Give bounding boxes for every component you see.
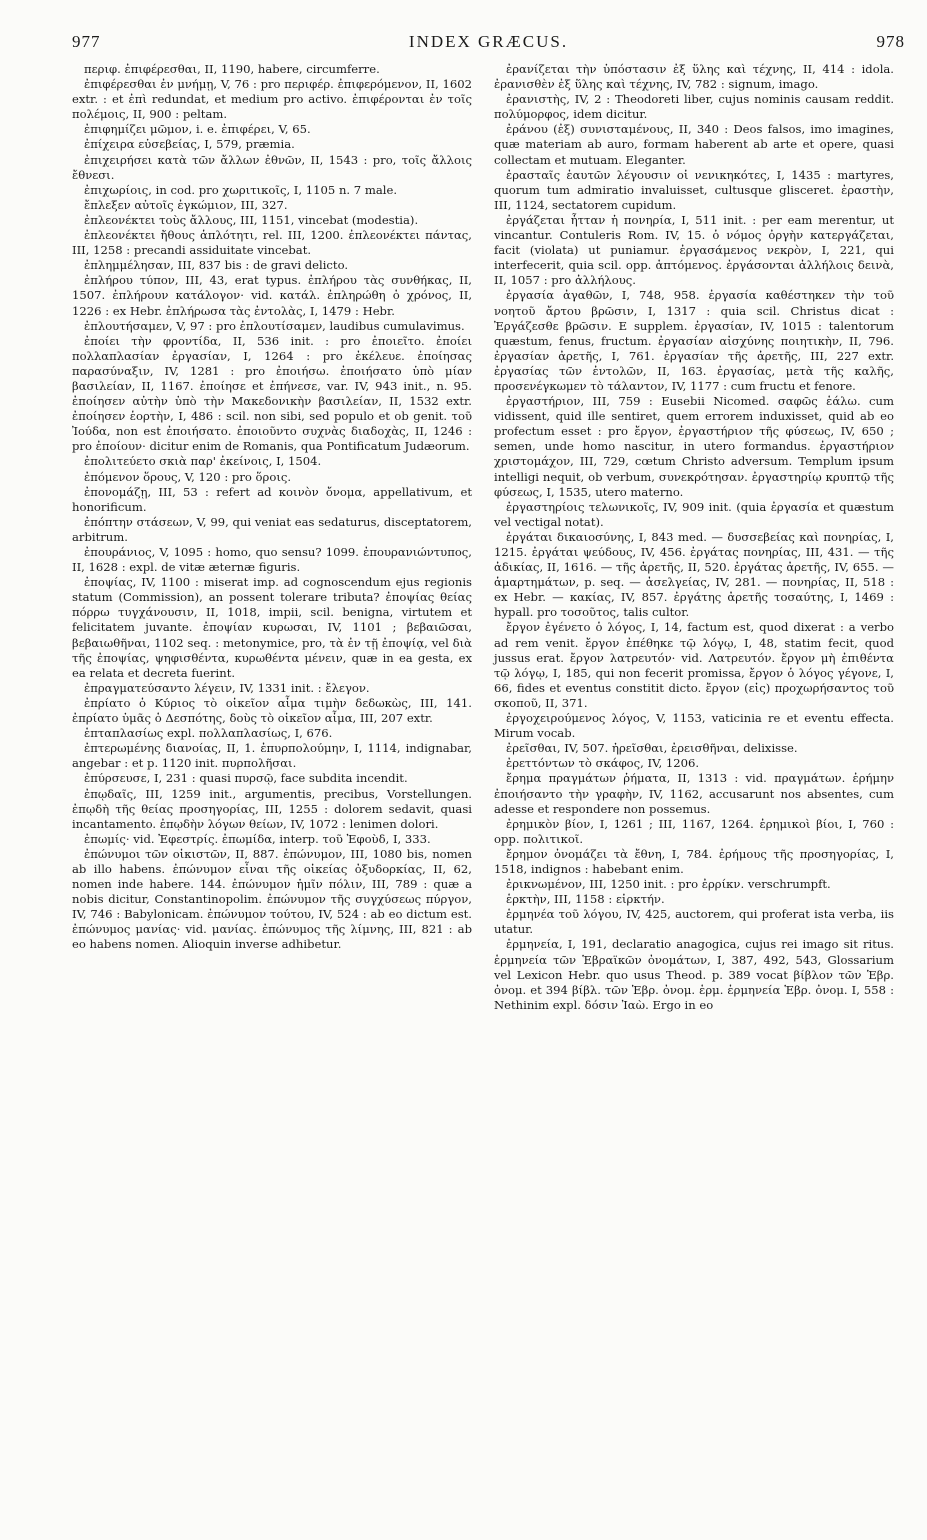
index-entry: ἐποίει τὴν φροντίδα, II, 536 init. : pro ἐποιεῖτο. ἐποίει πολλαπλασίαν ἐργασίαν, I, 1264 : pro ἐκέλευε. ἐποίησας παρασύναξιν, IV, 1281 : pro ἐποιήσω. ἐποιήσατο ὑπὸ μίαν βασιλείαν, II, 1167. ἐποίησε et ἐπήνεσε, var. IV, 943 init., n. 95. ἐποίησεν αὐτὴν ὑπὸ τὴν Μακεδονικὴν βασιλείαν, II, 1532 extr. ἐποίησεν ἑορτὴν, I, 486 : scil. non sibi, sed populo et ob genit. τοῦ Ἰούδα, non est ἐποιήσατο. ἐποιοῦντο συχνὰς διαδοχὰς, II, 1246 : pro ἐποίουν· dicitur enim de Romanis, qua Pontificatum Judæorum. xyxy=(72,333,472,454)
left-page-number: 977 xyxy=(72,32,101,51)
text-columns xyxy=(72,62,905,1013)
index-entry: ἐργαστήριον, III, 759 : Eusebii Nicomed. σαφῶς ἑάλω. cum vidissent, quid ille sentiret, quem errorem induxisset, quid ab eo profectum esset : pro ἔργον, ἐργαστήριον τῆς φύσεως, IV, 650 ; semen, unde homo nascitur, in utero formandus. ἐργαστήριον χριστομάχον, III, 729, cœtum Christo adversum. Templum ipsum intelligi nequit, ob verbum, συνεκρότησαν. ἐργαστηρίῳ κρυπτῷ τῆς φύσεως, I, 1535, utero materno. xyxy=(494,394,894,499)
index-entry: ἐπλημμέλησαν, III, 837 bis : de gravi delicto. xyxy=(84,258,349,273)
right-page-number: 978 xyxy=(876,32,905,51)
index-entry: ἔπλεξεν αὐτοῖς ἐγκώμιον, III, 327. xyxy=(84,197,288,212)
left-column xyxy=(72,62,472,1013)
index-entry: ἔρημον ὀνομάζει τὰ ἔθνη, I, 784. ἐρήμους τῆς προσηγορίας, I, 1518, indignos : habebant enim. xyxy=(494,846,894,876)
index-entry: ἐπιχωρίοις, in cod. pro χωριτικοῖς, I, 1105 n. 7 male. xyxy=(84,182,398,197)
index-entry: ἐπιφέρεσθαι ἐν μνήμῃ, V, 76 : pro περιφέρ. ἐπιφερόμενον, II, 1602 extr. : et ἐπὶ redundat, et medium pro activo. ἐπιφέρονται ἐν τοῖς πολέμοις, II, 900 : peltam. xyxy=(72,77,472,122)
index-entry: ἐργασία ἀγαθῶν, I, 748, 958. ἐργασία καθέστηκεν τὴν τοῦ νοητοῦ ἄρτου βρῶσιν, I, 1317 : quia scil. Christus dicat : Ἐργάζεσθε βρῶσιν. E supplem. ἐργασίαν, IV, 1015 : talentorum quæstum, fenus, fructum. ἐργασίαν αἰσχύνης ποιητικὴν, II, 796. ἐργασίαν ἀρετῆς, I, 761. ἐργασίαν τῆς ἀρετῆς, III, 227 extr. ἐργασίας τῶν ἐντολῶν, II, 163. ἐργασίας, μετὰ τῆς καλῆς, προσενέγκωμεν τὸ τάλαντον, IV, 1177 : cum fructu et fenore. xyxy=(494,288,894,393)
index-entry: ἐπῳδαῖς, III, 1259 init., argumentis, precibus, Vorstellungen. ἐπῳδὴ τῆς θείας προσηγορίας, III, 1255 : dolorem sedavit, quasi incantamento. ἐπῳδὴν λόγων θείων, IV, 1072 : lenimen dolori. xyxy=(72,786,472,831)
index-entry: ἐπιχειρήσει κατὰ τῶν ἄλλων ἐθνῶν, II, 1543 : pro, τοῖς ἄλλοις ἔθνεσι. xyxy=(72,152,472,182)
index-entry: ἐπύρσευσε, I, 231 : quasi πυρσῷ, face subdita incendit. xyxy=(84,771,408,786)
running-header xyxy=(72,0,905,56)
index-entry: ἐπλήρου τύπον, III, 43, erat typus. ἐπλήρου τὰς συνθήκας, II, 1507. ἐπλήρουν κατάλογον· vid. κατάλ. ἐπληρώθη ὁ χρόνος, II, 1226 : ex Hebr. ἐπλήρωσα τὰς ἐντολὰς, I, 1479 : Hebr. xyxy=(72,273,472,318)
page-title: INDEX GRÆCUS. xyxy=(408,32,569,51)
index-entry: ἐράνου (ἐξ) συνισταμένους, II, 340 : Deos falsos, imo imagines, quæ materiam ab auro, formam haberent ab arte et opere, quasi collectam et mutuam. Eleganter. xyxy=(494,122,894,167)
index-entry: ἐργοχειρούμενος λόγος, V, 1153, vaticinia re et eventu effecta. Mirum vocab. xyxy=(494,711,894,741)
index-entry: ἑρκτὴν, III, 1158 : εἱρκτήν. xyxy=(506,892,665,907)
index-entry: περιφ. ἐπιφέρεσθαι, II, 1190, habere, circumferre. xyxy=(84,62,380,76)
index-entry: ἐργαστηρίοις τελωνικοῖς, IV, 909 init. (quia ἐργασία et quæstum vel vectigal notat). xyxy=(494,499,894,529)
index-entry: ἐπόπτην στάσεων, V, 99, qui veniat eas sedaturus, disceptatorem, arbitrum. xyxy=(72,514,472,544)
index-entry: ἐπλεονέκτει ἤθους ἁπλότητι, rel. III, 1200. ἐπλεονέκτει πάντας, III, 1258 : precandi assiduitate vincebat. xyxy=(72,228,472,258)
index-entry: ἐρικνωμένον, III, 1250 init. : pro ἐρρίκν. verschrumpft. xyxy=(506,877,831,892)
index-entry: ἐπωμίς· vid. Ἐφεστρίς. ἐπωμίδα, interp. τοῦ Ἐφοὺδ, I, 333. xyxy=(84,831,431,846)
index-entry: ἐπολιτεύετο σκιὰ παρ' ἐκείνοις, I, 1504. xyxy=(84,454,322,469)
right-column xyxy=(494,62,894,1013)
index-entry: ἐπώνυμοι τῶν οἰκιστῶν, II, 887. ἐπώνυμον, III, 1080 bis, nomen ab illo habens. ἐπώνυμον εἶναι τῆς οἰκείας ὀξυδορκίας, II, 62, nomen inde habere. 144. ἐπώνυμον ἡμῖν πόλιν, III, 789 : quæ a nobis dicitur, Constantinopolim. ἐπώνυμον τῆς συγχύσεως πύργον, IV, 746 : Babylonicam. ἐπώνυμον τούτου, IV, 524 : ab eo dictum est. ἐπώνυμος μανίας· vid. μανίας. ἐπώνυμος τῆς λίμνης, III, 821 : ab eo habens nomen. Alioquin inverse adhibetur. xyxy=(72,846,472,952)
index-entry: ἔρημα πραγμάτων ῥήματα, II, 1313 : vid. πραγμάτων. ἐρήμην ἐποιήσαντο τὴν γραφὴν, IV, 1162, accusarunt nos absentes, cum adesse et respondere non possemus. xyxy=(494,771,894,816)
index-entry: ἐπραγματεύσαντο λέγειν, IV, 1331 init. : ἔλεγον. xyxy=(84,680,370,695)
index-entry: ἑρμηνέα τοῦ λόγου, IV, 425, auctorem, qui proferat ista verba, iis utatur. xyxy=(494,907,894,937)
index-entry: ἐπιφημίζει μῶμον, i. e. ἐπιφέρει, V, 65. xyxy=(84,122,311,137)
index-entry: ἐρανιστὴς, IV, 2 : Theodoreti liber, cujus nominis causam reddit. πολύμορφος, idem dicitur. xyxy=(494,92,894,122)
index-entry: ἐπόμενον ὅρους, V, 120 : pro ὅροις. xyxy=(84,469,292,484)
index-entry: ἐρασταῖς ἑαυτῶν λέγουσιν οἱ νενικηκότες, I, 1435 : martyres, quorum tum admiratio invaluisset, cultusque glisceret. ἐραστὴν, III, 1124, sectatorem cupidum. xyxy=(494,167,894,212)
index-entry: ἑπταπλασίως expl. πολλαπλασίως, I, 676. xyxy=(84,726,333,741)
index-entry: ἐπλεονέκτει τοὺς ἄλλους, III, 1151, vincebat (modestia). xyxy=(84,212,419,227)
index-entry: ἐργάζεται ἧτταν ἡ πονηρία, I, 511 init. : per eam merentur, ut vincantur. Contuleris Rom. IV, 15. ὁ νόμος ὀργὴν κατεργάζεται, facit (violata) ut puniamur. ἐργασάμενος νεκρὸν, I, 221, qui interfecerit, quia scil. opp. ἁπτόμενος. ἐργάσονται ἀλλήλοις δεινὰ, II, 1057 : pro ἀλλήλους. xyxy=(494,212,894,288)
index-entry: ἐποψίας, IV, 1100 : miserat imp. ad cognoscendum ejus regionis statum (Commission), an possent tolerare tributa? ἐποψίας θείας πόρρω τυγχάνουσιν, II, 1018, impii, scil. benigna, virtutem et felicitatem juvante. ἐποψίαν κυρωσαι, IV, 1101 ; βεβαιῶσαι, βεβαιωθῆναι, 1102 seq. : metonymice, pro, τὰ ἐν τῇ ἐποψίᾳ, vel διὰ τῆς ἐποψίας, ψηφισθέντα, κυρωθέντα μένειν, quæ in ea gesta, ex ea relata et decreta fuerint. xyxy=(72,575,472,680)
index-entry: ἐρεττόντων τὸ σκάφος, IV, 1206. xyxy=(506,756,700,771)
index-entry: ἐρεῖσθαι, IV, 507. ἠρεῖσθαι, ἐρεισθῆναι, delixisse. xyxy=(506,741,798,756)
index-entry: ἐπουράνιος, V, 1095 : homo, quo sensu? 1099. ἐπουρανιώντυπος, II, 1628 : expl. de vitæ æternæ figuris. xyxy=(72,545,472,575)
index-entry: ἔργον ἐγένετο ὁ λόγος, I, 14, factum est, quod dixerat : a verbo ad rem venit. ἔργον ἐπέθηκε τῷ λόγῳ, I, 48, statim fecit, quod jussus erat. ἔργον λατρευτόν· vid. Λατρευτόν. ἔργον μὴ ἐπιθέντα τῷ λόγῳ, I, 185, qui non fecerit promissa, ἔργον ὁ λόγος γέγονε, I, 66, fides et eventus constitit dicto. ἔργον (εἰς) προχωρήσαντος τοῦ σκοποῦ, II, 371. xyxy=(494,620,894,710)
index-entry: ἐπονομάζῃ, III, 53 : refert ad κοινὸν ὄνομα, appellativum, et honorificum. xyxy=(72,484,472,514)
index-entry: ἐργάται δικαιοσύνης, I, 843 med. — δυσσεβείας καὶ πονηρίας, I, 1215. ἐργάται ψεύδους, IV, 456. ἐργάτας πονηρίας, III, 431. — τῆς ἀδικίας, II, 1616. — τῆς ἀρετῆς, II, 520. ἐργάτας ἀρετῆς, IV, 655. — ἁμαρτημάτων, p. seq. — ἀσελγείας, IV, 281. — πονηρίας, II, 518 : ex Hebr. — κακίας, IV, 857. ἐργάτης ἀρετῆς τοσαύτης, I, 1469 : hypall. pro τοσοῦτος, talis cultor. xyxy=(494,529,894,620)
index-entry: ἑρμηνεία, I, 191, declaratio anagogica, cujus rei imago sit ritus. ἑρμηνεία τῶν Ἑβραϊκῶν ὀνομάτων, I, 387, 492, 543, Glossarium vel Lexicon Hebr. quo usus Theod. p. 389 vocat βίβλον τῶν Ἑβρ. ὀνομ. et 394 βίβλ. τῶν Ἑβρ. ὀνομ. ἑρμ. ἑρμηνεία Ἑβρ. ὀνομ. I, 558 : Nethinim expl. δόσιν Ἰαὼ. Ergo in eo xyxy=(494,937,894,1012)
index-entry: ἐρανίζεται τὴν ὑπόστασιν ἐξ ὕλης καὶ τέχνης, II, 414 : idola. ἐρανισθὲν ἐξ ὕλης καὶ τέχνης, IV, 782 : signum, imago. xyxy=(494,62,894,92)
index-entry: ἐπίχειρα εὐσεβείας, I, 579, præmia. xyxy=(84,137,295,152)
index-entry: ἐρημικὸν βίον, I, 1261 ; III, 1167, 1264. ἐρημικοὶ βίοι, I, 760 : opp. πολιτικοῖ. xyxy=(494,816,894,846)
index-entry: ἐπρίατο ὁ Κύριος τὸ οἰκεῖον αἷμα τιμὴν δεδωκὼς, III, 141. ἐπρίατο ὑμᾶς ὁ Δεσπότης, δοὺς τὸ οἰκεῖον αἷμα, III, 207 extr. xyxy=(72,695,472,726)
index-entry: ἐπτερωμένης διανοίας, II, 1. ἐπυρπολούμην, I, 1114, indignabar, angebar : et p. 1120 init. πυρπολῆσαι. xyxy=(72,741,472,771)
index-entry: ἐπλουτήσαμεν, V, 97 : pro ἐπλουτίσαμεν, laudibus cumulavimus. xyxy=(84,318,465,333)
